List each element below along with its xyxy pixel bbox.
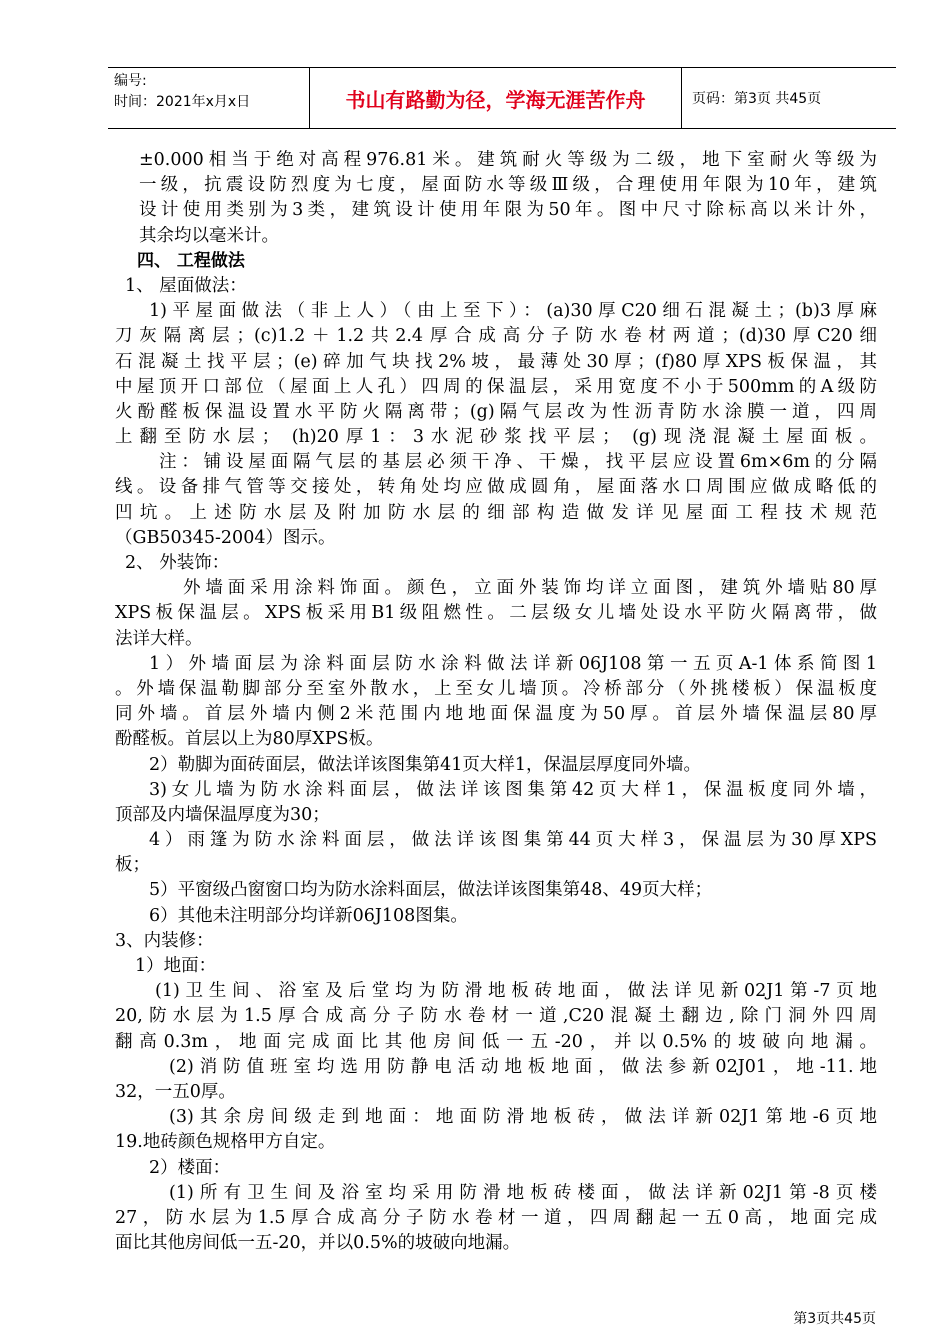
text-line: 其余均以毫米计。 — [139, 225, 279, 246]
text-line: 27，防水层为1.5厚合成高分子防水卷材一道，四周翻起一五0高，地面完成 — [115, 1207, 877, 1228]
text-line: 设计使用类别为3类，建筑设计使用年限为50年。图中尺寸除标高以米计外， — [139, 200, 877, 221]
text-line: 酚醛板。首层以上为80厚XPS板。 — [115, 729, 384, 750]
text-line: 2）勒脚为面砖面层，做法详该图集第41页大样1，保温层厚度同外墙。 — [149, 754, 702, 775]
text-line: 5）平窗级凸窗窗口均为防水涂料面层，做法详该图集第48、49页大样； — [149, 880, 713, 901]
text-line: 中屋顶开口部位（屋面上人孔）四周的保温层，采用宽度不小于500mm的A级防 — [115, 376, 877, 397]
text-line: 19.地砖颜色规格甲方自定。 — [115, 1132, 336, 1153]
text-line: (2)消防值班室均选用防静电活动地板地面，做法参新02J01，地-11.地 — [169, 1056, 877, 1077]
header-motto: 书山有路勤为径，学海无涯苦作舟 — [310, 68, 682, 128]
text-line: 板； — [115, 855, 150, 876]
page-header — [108, 67, 896, 129]
text-line: 法详大样。 — [115, 628, 203, 649]
text-line: 3、内装修： — [115, 930, 214, 951]
header-time-label: 时间：2021年x月x日 — [114, 94, 251, 110]
text-line: 32，一五0厚。 — [115, 1081, 236, 1102]
text-line: 1)平屋面做法（非上人）（由上至下）：(a)30厚C20细石混凝土；(b)3厚麻 — [149, 301, 877, 322]
text-line: (3)其余房间级走到地面：地面防滑地板砖，做法详新02J1第地-6页地 — [169, 1107, 877, 1128]
text-line: 火酚醛板保温设置水平防火隔离带；(g)隔气层改为性沥青防水涂膜一道，四周 — [115, 401, 877, 422]
text-line: 3)女儿墙为防水涂料面层，做法详该图集第42页大样1，保温板度同外墙， — [149, 779, 877, 800]
text-line: 4）雨篷为防水涂料面层，做法详该图集第44页大样3，保温层为30厚XPS — [149, 830, 877, 851]
text-line: 6）其他未注明部分均详新06J108图集。 — [149, 905, 468, 926]
header-number-label: 编号: — [114, 73, 147, 89]
text-line: 顶部及内墙保温厚度为30； — [115, 804, 330, 825]
header-meta-cell — [108, 68, 310, 128]
text-line: ±0.000相当于绝对高程976.81米。建筑耐火等级为二级，地下室耐火等级为 — [139, 150, 877, 170]
text-line: 2）楼面： — [149, 1157, 231, 1178]
text-line: 刀灰隔离层；(c)1.2＋1.2共2.4厚合成高分子防水卷材两道；(d)30厚C20细 — [115, 326, 877, 347]
section-heading: 四、 工程做法 — [137, 250, 245, 271]
footer-page-number: 第3页共45页 — [793, 1311, 876, 1327]
text-line: 同外墙。首层外墙内侧2米范围内地地面保温度为50厚。首层外墙保温层80厚 — [115, 704, 877, 725]
text-line: 1、 屋面做法： — [125, 275, 247, 296]
header-page-label: 页码：第3页 共45页 — [692, 91, 822, 107]
text-line: XPS板保温层。XPS板采用B1级阻燃性。二层级女儿墙处设水平防火隔离带，做 — [115, 603, 877, 624]
text-line: 线。设备排气管等交接处，转角处均应做成圆角，屋面落水口周围应做成略低的 — [115, 477, 877, 498]
text-line: 面比其他房间低一五-20，并以0.5%的坡破向地漏。 — [115, 1233, 521, 1254]
text-line: 一级，抗震设防烈度为七度，屋面防水等级Ⅲ级，合理使用年限为10年，建筑 — [139, 175, 877, 196]
text-line: 20,防水层为1.5厚合成高分子防水卷材一道,C20混凝土翻边,除门洞外四周 — [115, 1006, 877, 1027]
text-line: 注：铺设屋面隔气层的基层必须干净、干燥，找平层应设置6m×6m的分隔 — [159, 452, 877, 473]
text-line: 石混凝土找平层；(e)碎加气块找2%坡，最薄处30厚；(f)80厚XPS板保温，其 — [115, 351, 877, 372]
document-body — [115, 148, 877, 1256]
text-line: (1)所有卫生间及浴室均采用防滑地板砖楼面，做法详新02J1第-8页楼 — [169, 1182, 877, 1203]
text-line: 翻高0.3m，地面完成面比其他房间低一五-20，并以0.5%的坡破向地漏。 — [115, 1031, 877, 1052]
text-line: 上翻至防水层； (h)20厚1：3水泥砂浆找平层； (g)现浇混凝土屋面板。 — [115, 427, 877, 448]
text-line: 2、 外装饰： — [125, 553, 230, 573]
text-line: 外墙面采用涂料饰面。颜色，立面外装饰均详立面图，建筑外墙贴80厚 — [183, 578, 877, 599]
text-line: 1）地面： — [135, 956, 217, 976]
text-line: （GB50345-2004）图示。 — [115, 527, 336, 548]
text-line: 。外墙保温勒脚部分至室外散水，上至女儿墙顶。冷桥部分（外挑楼板）保温板度 — [115, 678, 877, 699]
text-line: 1）外墙面层为涂料面层防水涂料做法详新06J108第一五页A-1体系简图1 — [149, 653, 877, 674]
text-line: (1)卫生间、浴室及后堂均为防滑地板砖地面，做法详见新02J1第-7页地 — [155, 981, 877, 1002]
text-line: 凹坑。上述防水层及附加防水层的细部构造做发详见屋面工程技术规范 — [115, 502, 877, 523]
